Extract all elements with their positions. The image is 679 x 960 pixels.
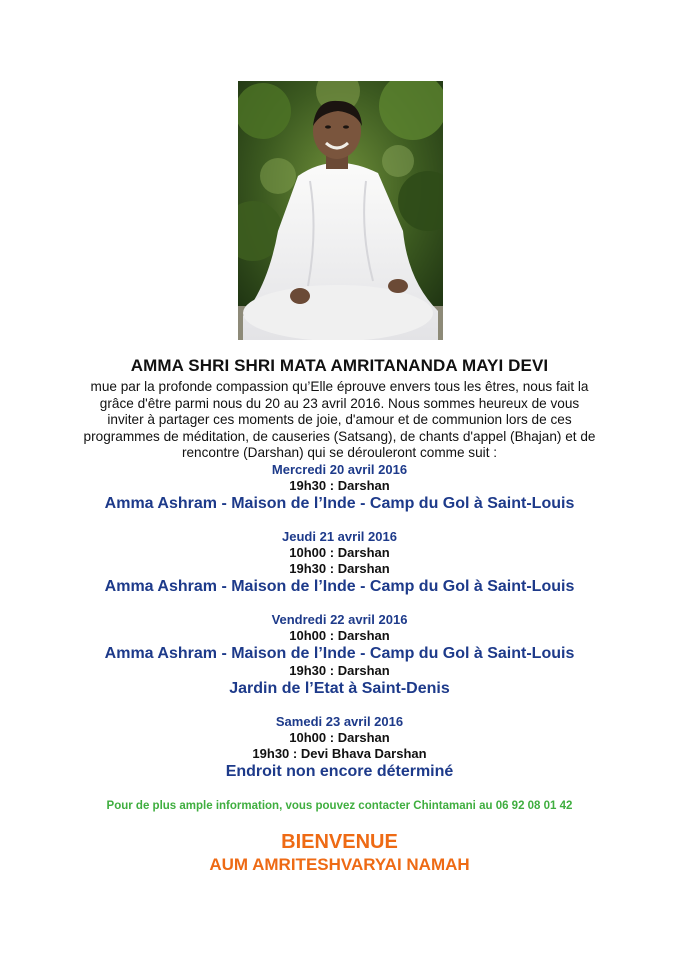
flyer-text: [0, 356, 679, 875]
session-place: Amma Ashram - Maison de l’Inde - Camp du Gol à Saint-Louis: [104, 494, 575, 512]
day-date: Vendredi 22 avril 2016: [271, 611, 408, 627]
schedule-day-1: [0, 462, 679, 513]
intro-line: grâce d'être parmi nous du 20 au 23 avril 2016. Nous sommes heureux de vous: [99, 395, 580, 411]
schedule-day-4: [0, 714, 679, 781]
session-place: Jardin de l’Etat à Saint-Denis: [229, 679, 450, 697]
session-place: Amma Ashram - Maison de l’Inde - Camp du Gol à Saint-Louis: [104, 644, 575, 662]
day-date: Jeudi 21 avril 2016: [282, 528, 397, 544]
intro-paragraph: [70, 379, 610, 462]
intro-line: rencontre (Darshan) qui se dérouleront comme suit :: [181, 445, 498, 461]
day-date: Mercredi 20 avril 2016: [271, 461, 408, 477]
session-time: 19h30 : Darshan: [289, 477, 390, 493]
contact-info: Pour de plus ample information, vous pouvez contacter Chintamani au 06 92 08 01 42: [106, 799, 573, 812]
portrait-photo: [238, 81, 443, 340]
session-time: 10h00 : Darshan: [289, 627, 390, 643]
session-time: 10h00 : Darshan: [289, 544, 390, 560]
intro-line: inviter à partager ces moments de joie, d'amour et de communion lors de ces: [107, 412, 572, 428]
schedule-day-2: [0, 529, 679, 596]
intro-line: mue par la profonde compassion qu’Elle éprouve envers tous les êtres, nous fait la: [90, 379, 589, 394]
portrait-illustration: [238, 81, 443, 340]
page-title: AMMA SHRI SHRI MATA AMRITANANDA MAYI DEVI: [130, 356, 549, 375]
schedule-day-3: [0, 612, 679, 698]
session-place: Amma Ashram - Maison de l’Inde - Camp du Gol à Saint-Louis: [104, 577, 575, 595]
session-time: 19h30 : Devi Bhava Darshan: [252, 745, 427, 761]
session-time: 10h00 : Darshan: [289, 729, 390, 745]
session-place: Endroit non encore déterminé: [225, 762, 454, 780]
session-time: 19h30 : Darshan: [289, 560, 390, 576]
welcome-heading: BIENVENUE: [281, 830, 398, 853]
intro-line: programmes de méditation, de causeries (Satsang), de chants d'appel (Bhajan) et de: [83, 428, 596, 444]
session-time: 19h30 : Darshan: [289, 662, 390, 678]
day-date: Samedi 23 avril 2016: [275, 713, 404, 729]
mantra-heading: AUM AMRITESHVARYAI NAMAH: [209, 854, 470, 874]
